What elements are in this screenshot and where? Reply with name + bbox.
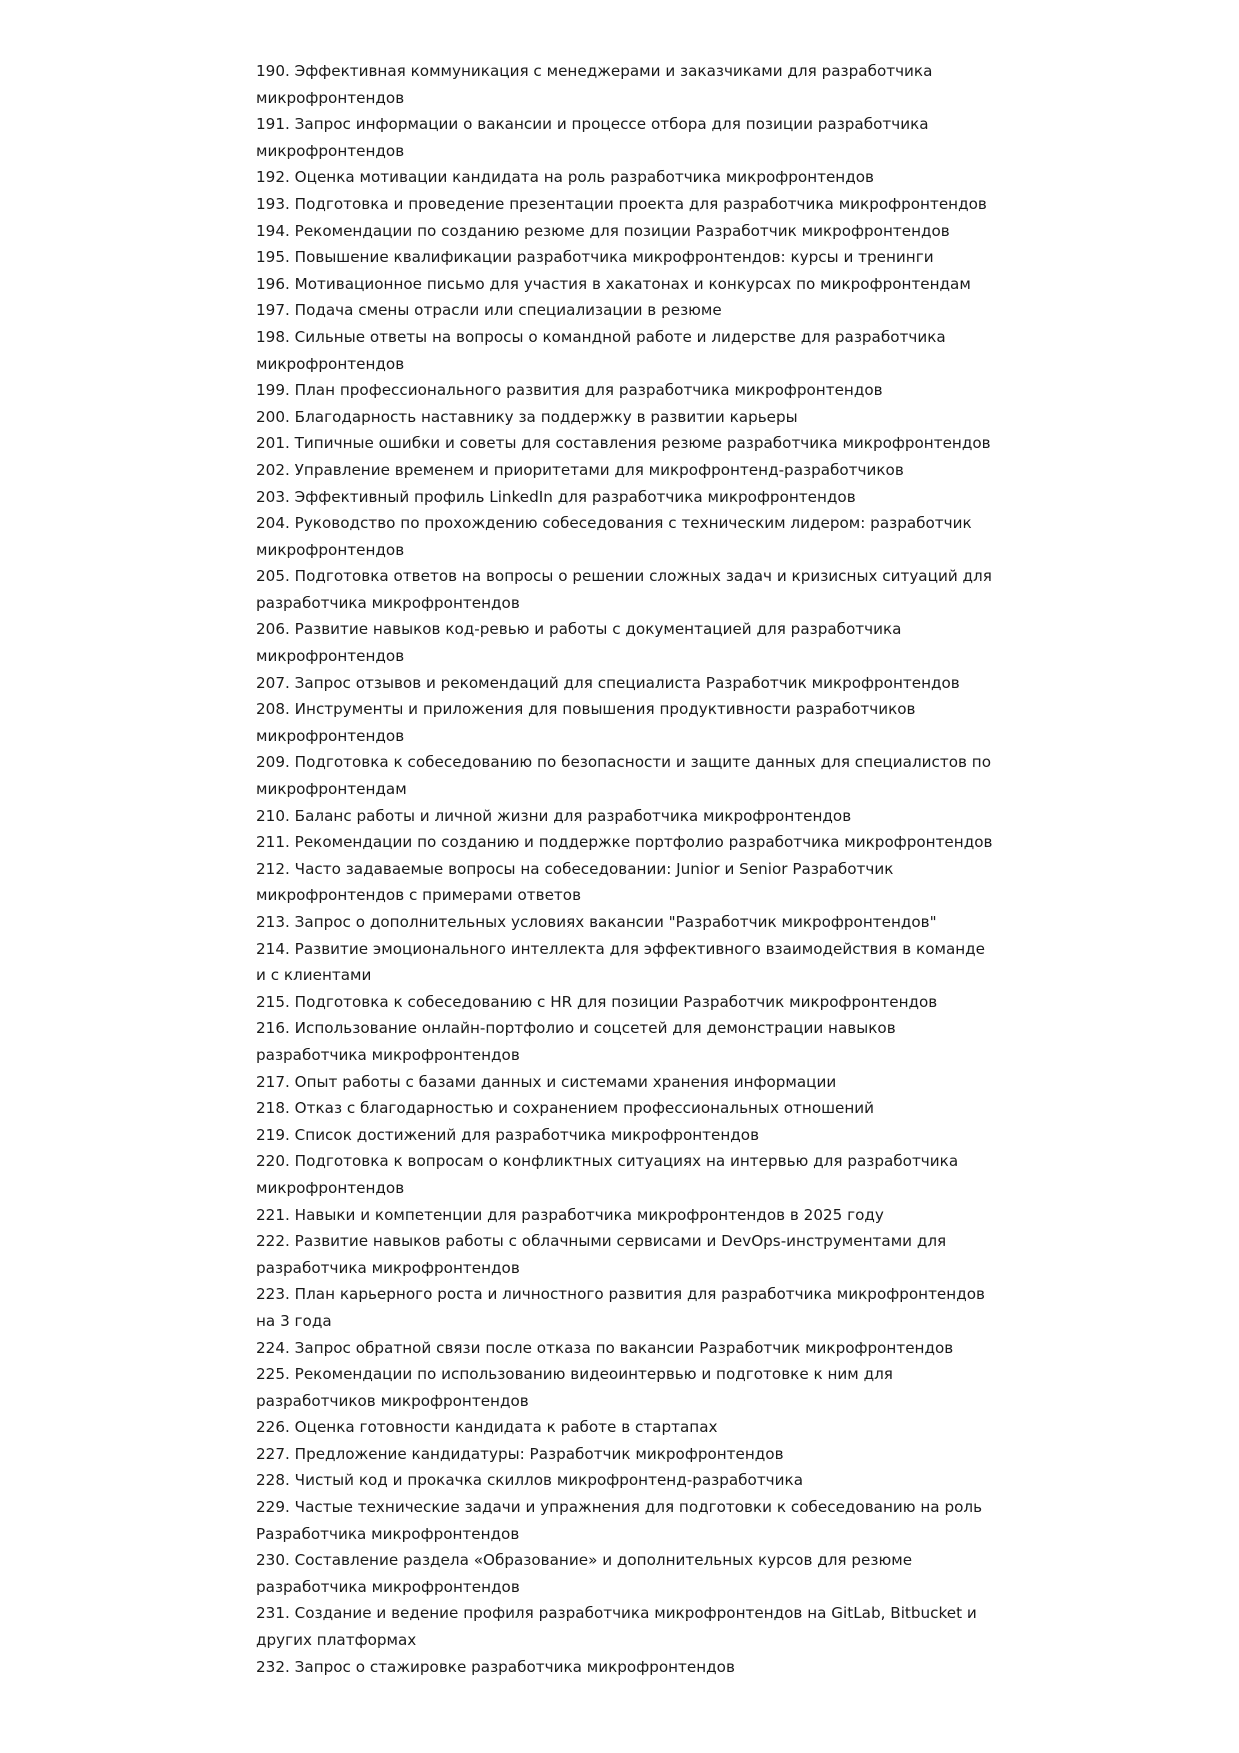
item-number: 230. xyxy=(256,1551,290,1570)
item-text: Использование онлайн-портфолио и соцсетей для демонстрации навыков разработчика микрофронтендов xyxy=(256,1019,896,1064)
item-number: 211. xyxy=(256,833,290,852)
item-number: 208. xyxy=(256,700,290,719)
item-number: 210. xyxy=(256,806,290,825)
item-text: План карьерного роста и личностного развития для разработчика микрофронтендов на 3 года xyxy=(256,1285,985,1330)
item-text: Предложение кандидатуры: Разработчик микрофронтендов xyxy=(294,1444,784,1463)
list-item xyxy=(256,1148,996,1201)
list-item xyxy=(256,430,996,457)
item-number: 197. xyxy=(256,301,290,320)
item-text: Развитие навыков код-ревью и работы с документацией для разработчика микрофронтендов xyxy=(256,620,902,666)
item-number: 190. xyxy=(256,62,290,80)
item-number: 212. xyxy=(256,859,290,878)
item-number: 225. xyxy=(256,1365,290,1384)
list-item xyxy=(256,670,996,697)
item-number: 227. xyxy=(256,1444,290,1463)
item-number: 200. xyxy=(256,407,290,426)
item-number: 205. xyxy=(256,567,290,586)
item-text: Запрос информации о вакансии и процессе отбора для позиции разработчика микрофронтендов xyxy=(256,115,929,160)
item-number: 219. xyxy=(256,1125,290,1144)
item-text: Отказ с благодарностью и сохранением профессиональных отношений xyxy=(294,1099,875,1118)
list-item xyxy=(256,616,996,669)
list-item xyxy=(256,1122,996,1149)
item-text: Руководство по прохождению собеседования с техническим лидером: разработчик микрофронтендов xyxy=(256,514,972,559)
item-text: Запрос о дополнительных условиях вакансии "Разработчик микрофронтендов" xyxy=(294,913,937,931)
item-text: Баланс работы и личной жизни для разработчика микрофронтендов xyxy=(294,806,852,825)
list-item xyxy=(256,749,996,802)
item-number: 223. xyxy=(256,1285,290,1304)
item-number: 218. xyxy=(256,1099,290,1118)
item-number: 231. xyxy=(256,1604,290,1623)
list-item xyxy=(256,1547,996,1600)
list-item xyxy=(256,1281,996,1334)
item-text: Повышение квалификации разработчика микрофронтендов: курсы и тренинги xyxy=(294,248,934,267)
item-number: 228. xyxy=(256,1471,290,1490)
item-text: Подготовка и проведение презентации проекта для разработчика микрофронтендов xyxy=(294,194,987,213)
item-text: Оценка мотивации кандидата на роль разработчика микрофронтендов xyxy=(294,168,874,187)
item-text: Подготовка к собеседованию по безопасности и защите данных для специалистов по микрофронтендам xyxy=(256,753,992,799)
item-text: Составление раздела «Образование» и дополнительных курсов для резюме разработчика микрофронтендов xyxy=(256,1551,913,1596)
list-item xyxy=(256,989,996,1016)
list-item xyxy=(256,484,996,511)
list-item xyxy=(256,1441,996,1468)
item-number: 198. xyxy=(256,327,290,346)
item-number: 213. xyxy=(256,913,290,931)
item-number: 207. xyxy=(256,673,290,692)
topic-list xyxy=(256,58,996,1680)
item-text: Список достижений для разработчика микрофронтендов xyxy=(294,1125,760,1144)
list-item xyxy=(256,696,996,749)
item-number: 229. xyxy=(256,1498,290,1517)
list-item xyxy=(256,803,996,830)
item-number: 204. xyxy=(256,514,290,533)
list-item xyxy=(256,1467,996,1494)
item-text: Развитие навыков работы с облачными сервисами и DevOps-инструментами для разработчика микрофронтендов xyxy=(256,1232,947,1277)
item-number: 221. xyxy=(256,1205,290,1224)
item-number: 201. xyxy=(256,434,290,453)
item-text: План профессионального развития для разработчика микрофронтендов xyxy=(294,381,883,400)
item-number: 191. xyxy=(256,115,290,134)
item-number: 232. xyxy=(256,1657,290,1676)
item-text: Запрос о стажировке разработчика микрофронтендов xyxy=(294,1657,735,1676)
item-text: Подготовка к собеседованию с HR для позиции Разработчик микрофронтендов xyxy=(294,992,938,1011)
item-text: Развитие эмоционального интеллекта для эффективного взаимодействия в команде и с клиентами xyxy=(256,939,986,985)
list-item xyxy=(256,1069,996,1096)
list-item xyxy=(256,1600,996,1653)
item-number: 209. xyxy=(256,753,290,772)
item-text: Подача смены отрасли или специализации в резюме xyxy=(294,301,722,320)
item-number: 214. xyxy=(256,939,290,958)
item-text: Создание и ведение профиля разработчика микрофронтендов на GitLab, Bitbucket и других платформах xyxy=(256,1604,977,1650)
item-number: 199. xyxy=(256,381,290,400)
list-item xyxy=(256,936,996,989)
item-number: 222. xyxy=(256,1232,290,1251)
item-text: Эффективный профиль LinkedIn для разработчика микрофронтендов xyxy=(294,487,856,506)
item-text: Мотивационное письмо для участия в хакатонах и конкурсах по микрофронтендам xyxy=(294,274,971,293)
list-item xyxy=(256,1335,996,1362)
item-text: Навыки и компетенции для разработчика микрофронтендов в 2025 году xyxy=(294,1205,884,1224)
document-page xyxy=(256,58,996,1680)
list-item xyxy=(256,58,996,111)
item-text: Опыт работы с базами данных и системами хранения информации xyxy=(294,1072,837,1091)
item-text: Рекомендации по созданию и поддержке портфолио разработчика микрофронтендов xyxy=(294,833,993,852)
item-text: Часто задаваемые вопросы на собеседовании: Junior и Senior Разработчик микрофронтендов с примерами ответов xyxy=(256,859,894,905)
item-number: 193. xyxy=(256,194,290,213)
item-number: 194. xyxy=(256,221,290,240)
list-item xyxy=(256,164,996,191)
item-number: 217. xyxy=(256,1072,290,1091)
item-text: Благодарность наставнику за поддержку в развитии карьеры xyxy=(294,407,798,426)
item-text: Сильные ответы на вопросы о командной работе и лидерстве для разработчика микрофронтендов xyxy=(256,327,946,373)
item-number: 196. xyxy=(256,274,290,293)
list-item xyxy=(256,1654,996,1681)
list-item xyxy=(256,191,996,218)
item-number: 206. xyxy=(256,620,290,639)
list-item xyxy=(256,563,996,616)
item-text: Управление временем и приоритетами для микрофронтенд-разработчиков xyxy=(294,460,904,479)
list-item xyxy=(256,244,996,271)
list-item xyxy=(256,404,996,431)
list-item xyxy=(256,1494,996,1547)
list-item xyxy=(256,324,996,377)
item-text: Подготовка к вопросам о конфликтных ситуациях на интервью для разработчика микрофронтендов xyxy=(256,1152,959,1197)
list-item xyxy=(256,111,996,164)
item-number: 192. xyxy=(256,168,290,187)
item-text: Оценка готовности кандидата к работе в стартапах xyxy=(294,1418,718,1437)
item-text: Запрос отзывов и рекомендаций для специалиста Разработчик микрофронтендов xyxy=(294,673,960,692)
list-item xyxy=(256,856,996,909)
item-text: Типичные ошибки и советы для составления резюме разработчика микрофронтендов xyxy=(294,434,991,453)
item-text: Эффективная коммуникация с менеджерами и заказчиками для разработчика микрофронтендов xyxy=(256,62,933,107)
item-number: 203. xyxy=(256,487,290,506)
list-item xyxy=(256,1414,996,1441)
list-item xyxy=(256,510,996,563)
item-text: Чистый код и прокачка скиллов микрофронтенд-разработчика xyxy=(294,1471,803,1490)
item-text: Частые технические задачи и упражнения для подготовки к собеседованию на роль Разработчика микрофронтендов xyxy=(256,1498,983,1543)
list-item xyxy=(256,1228,996,1281)
item-number: 220. xyxy=(256,1152,290,1171)
list-item xyxy=(256,1202,996,1229)
item-text: Инструменты и приложения для повышения продуктивности разработчиков микрофронтендов xyxy=(256,700,916,745)
item-number: 215. xyxy=(256,992,290,1011)
list-item xyxy=(256,829,996,856)
item-text: Рекомендации по созданию резюме для позиции Разработчик микрофронтендов xyxy=(294,221,950,240)
item-number: 202. xyxy=(256,460,290,479)
item-text: Рекомендации по использованию видеоинтервью и подготовке к ним для разработчиков микрофронтендов xyxy=(256,1365,893,1410)
list-item xyxy=(256,1361,996,1414)
item-number: 216. xyxy=(256,1019,290,1038)
list-item xyxy=(256,1015,996,1068)
list-item xyxy=(256,457,996,484)
list-item xyxy=(256,271,996,298)
item-number: 195. xyxy=(256,248,290,267)
list-item xyxy=(256,909,996,936)
list-item xyxy=(256,218,996,245)
item-number: 224. xyxy=(256,1338,290,1357)
item-text: Запрос обратной связи после отказа по вакансии Разработчик микрофронтендов xyxy=(294,1338,954,1357)
list-item xyxy=(256,1095,996,1122)
list-item xyxy=(256,377,996,404)
item-number: 226. xyxy=(256,1418,290,1437)
list-item xyxy=(256,297,996,324)
item-text: Подготовка ответов на вопросы о решении сложных задач и кризисных ситуаций для разработчика микрофронтендов xyxy=(256,567,992,612)
